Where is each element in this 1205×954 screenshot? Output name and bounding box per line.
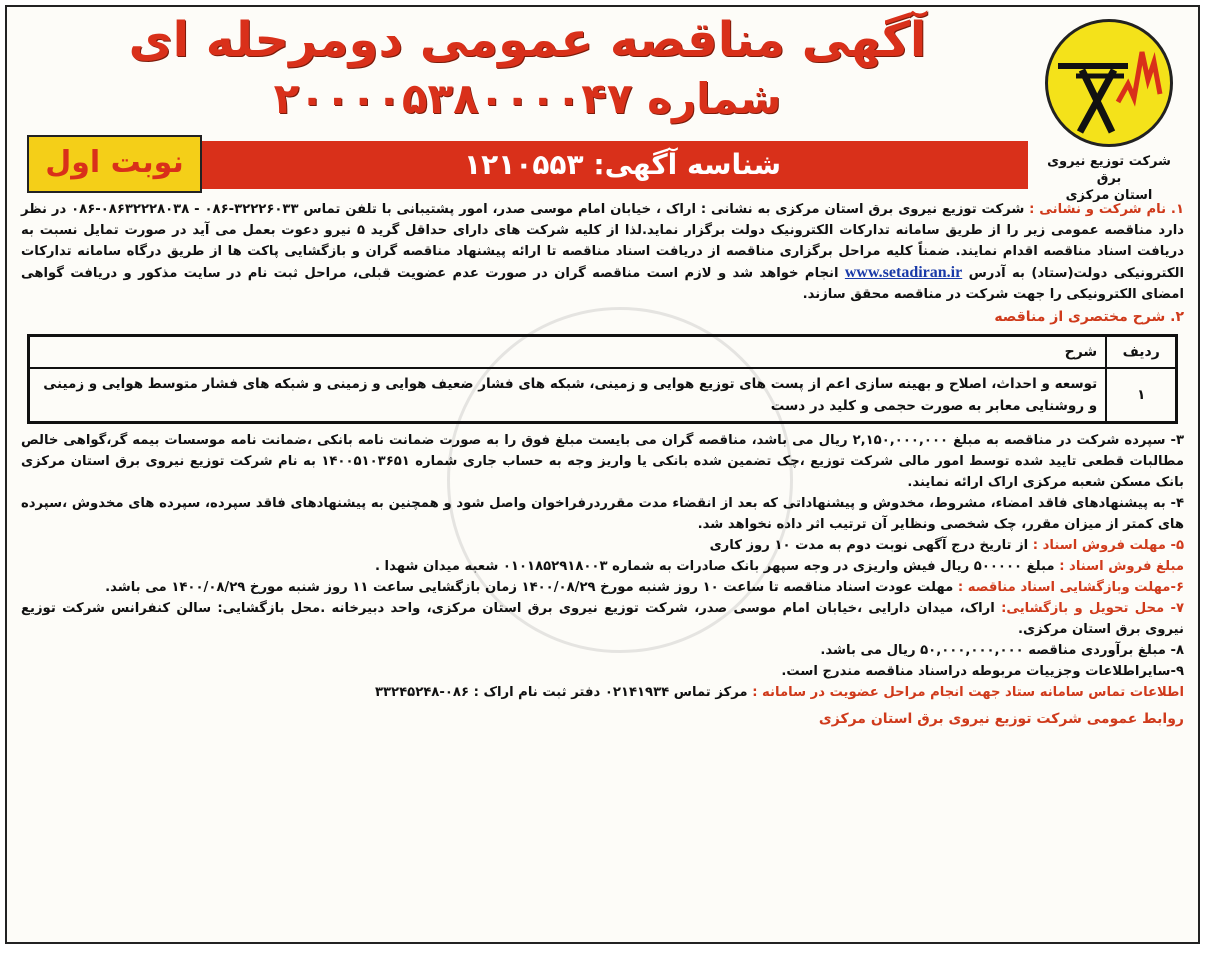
section-1 bbox=[21, 199, 1184, 305]
company-name-line2: استان مرکزی bbox=[1065, 188, 1153, 203]
table-header-radif: ردیف bbox=[1106, 336, 1177, 369]
section-5b bbox=[21, 556, 1184, 577]
contact-text: مرکز تماس ۰۲۱۴۱۹۳۴ دفتر ثبت نام اراک : ۰۸۶-۳۳۲۴۵۲۴۸ bbox=[374, 685, 748, 700]
round-badge: نوبت اول bbox=[27, 135, 202, 193]
section-9: ۹-سایراطلاعات وجزییات مربوطه دراسناد مناقصه مندرج است. bbox=[781, 664, 1184, 679]
header bbox=[7, 7, 1198, 203]
section-6 bbox=[21, 577, 1184, 598]
table-row bbox=[28, 368, 1176, 423]
section-5b-label: مبلغ فروش اسناد : bbox=[1059, 559, 1184, 574]
table-header-row bbox=[28, 336, 1176, 369]
section-5-label: ۵- مهلت فروش اسناد : bbox=[1032, 538, 1184, 553]
public-relations-footer: روابط عمومی شرکت توزیع نیروی برق استان مرکزی bbox=[818, 711, 1184, 727]
section-1-text-b: انجام خواهد شد و لازم است مناقصه گران در صورت عدم عضویت قبلی، مراحل ثبت نام در سایت مذکور و دریافت گواهی امضای الکترونیکی را جهت شرکت در مناقصه محقق سازند. bbox=[21, 266, 1184, 302]
notice-title-line1: آگهی مناقصه عمومی دومرحله ای bbox=[128, 12, 927, 68]
company-name bbox=[1034, 153, 1184, 204]
section-7-label: ۷- محل تحویل و بازگشایی: bbox=[1001, 601, 1185, 616]
section-6-text: مهلت عودت اسناد مناقصه تا ساعت ۱۰ روز شنبه مورخ ۱۴۰۰/۰۸/۲۹ زمان بازگشایی ساعت ۱۱ روز شنبه مورخ ۱۴۰۰/۰۸/۲۹ می باشد. bbox=[105, 580, 954, 595]
ad-id-banner bbox=[27, 141, 1028, 189]
section-5 bbox=[21, 535, 1184, 556]
notice-body bbox=[21, 199, 1184, 942]
ad-id-text: شناسه آگهی: ۱۲۱۰۵۵۳ bbox=[463, 148, 782, 181]
section-3: ۳- سپرده شرکت در مناقصه به مبلغ ۲,۱۵۰,۰۰۰,۰۰۰ ریال می باشد، مناقصه گران می بایست مبلغ فوق را به صورت ضمانت نامه بانکی ،ضمانت نامه موسسات بیمه گر،گواهی خالص مطالبات قطعی تایید شده توسط امور مالی شرکت توزیع ،چک تضمین شده بانکی یا واریز وجه به حساب جاری شماره ۱۴۰۰۵۱۰۳۶۵۱ به نام شرکت توزیع نیروی برق استان مرکزی بانک مسکن شعبه مرکزی اراک ارائه نمایند. bbox=[21, 433, 1184, 490]
table-header-sharh: شرح bbox=[28, 336, 1106, 369]
section-1-label: ۱. نام شرکت و نشانی : bbox=[1029, 202, 1184, 217]
section-6-label: ۶-مهلت وبازگشایی اسناد مناقصه : bbox=[957, 580, 1184, 595]
section-4: ۴- به پیشنهادهای فاقد امضاء، مشروط، مخدوش و پیشنهاداتی که بعد از انقضاء مدت مقرردرفراخوان واصل شود و همچنین به پیشنهادهای فاقد سپرده، سپرده های مخدوش ،سپرده های کمتر از میزان مقرر، چک شخصی ونظایر آن ترتیب اثر داده نخواهد شد. bbox=[21, 496, 1184, 532]
tender-number: شماره ۲۰۰۰۰۵۳۸۰۰۰۰۴۷ bbox=[273, 74, 782, 123]
setad-url-link[interactable]: www.setadiran.ir bbox=[844, 264, 963, 281]
company-logo-box bbox=[1034, 13, 1184, 203]
table-cell-radif: ۱ bbox=[1106, 368, 1177, 423]
section-5-text: از تاریخ درج آگهی نوبت دوم به مدت ۱۰ روز کاری bbox=[709, 538, 1029, 553]
contact-info bbox=[21, 682, 1184, 703]
section-1-text-a: شرکت توزیع نیروی برق استان مرکزی به نشانی : اراک ، خیابان امام موسی صدر، امور پشتیبانی با تلفن تماس ۳۲۲۲۶۰۳۳-۰۸۶ - ۰۸۶۳۲۲۲۸۰۳۸-۰۸۶ در نظر دارد مناقصه عمومی زیر را از طریق سامانه تدارکات الکترونیک دولت برگزار نماید.لذا از کلیه شرکت های دارای حداقل گرید ۵ نیرو دعوت بعمل می آید در صورت تمایل نسبت به دریافت اسناد مناقصه اقدام نمایند. ضمناً کلیه مراحل برگزاری مناقصه از دریافت اسناد مناقصه تا ارائه پیشنهاد مناقصه گران و بازگشایی پاکت ها از طریق درگاه سامانه تدارکات الکترونیکی دولت(ستاد) به آدرس bbox=[21, 202, 1184, 281]
tender-notice bbox=[5, 5, 1200, 944]
notice-title bbox=[27, 9, 1028, 141]
section-7 bbox=[21, 598, 1184, 640]
power-distribution-logo-icon bbox=[1045, 19, 1173, 147]
section-2-label: ۲. شرح مختصری از مناقصه bbox=[994, 309, 1184, 325]
table-cell-sharh: توسعه و احداث، اصلاح و بهینه سازی اعم از پست های توزیع هوایی و زمینی، شبکه های فشار ضعیف هوایی و زمینی و شبکه های فشار متوسط هوایی و زمینی و روشنایی معابر به صورت حجمی و کلید در دست bbox=[28, 368, 1106, 423]
section-5b-text: مبلغ ۵۰۰۰۰۰ ریال فیش واریزی در وجه سپهر بانک صادرات به شماره ۰۱۰۱۸۵۲۹۱۸۰۰۳ شعبه میدان شهدا . bbox=[374, 559, 1055, 574]
contact-label: اطلاعات تماس سامانه ستاد جهت انجام مراحل عضویت در سامانه : bbox=[752, 685, 1184, 700]
tender-table bbox=[27, 334, 1178, 424]
section-7-text: اراک، میدان دارایی ،خیابان امام موسی صدر، شرکت توزیع نیروی برق استان مرکزی، واحد دبیرخانه .محل بازگشایی: سالن کنفرانس شرکت توزیع نیروی برق استان مرکزی. bbox=[21, 601, 1184, 637]
company-name-line1: شرکت توزیع نیروی برق bbox=[1047, 154, 1171, 186]
section-8: ۸- مبلغ برآوردی مناقصه ۵۰,۰۰۰,۰۰۰,۰۰۰ ریال می باشد. bbox=[820, 643, 1184, 658]
